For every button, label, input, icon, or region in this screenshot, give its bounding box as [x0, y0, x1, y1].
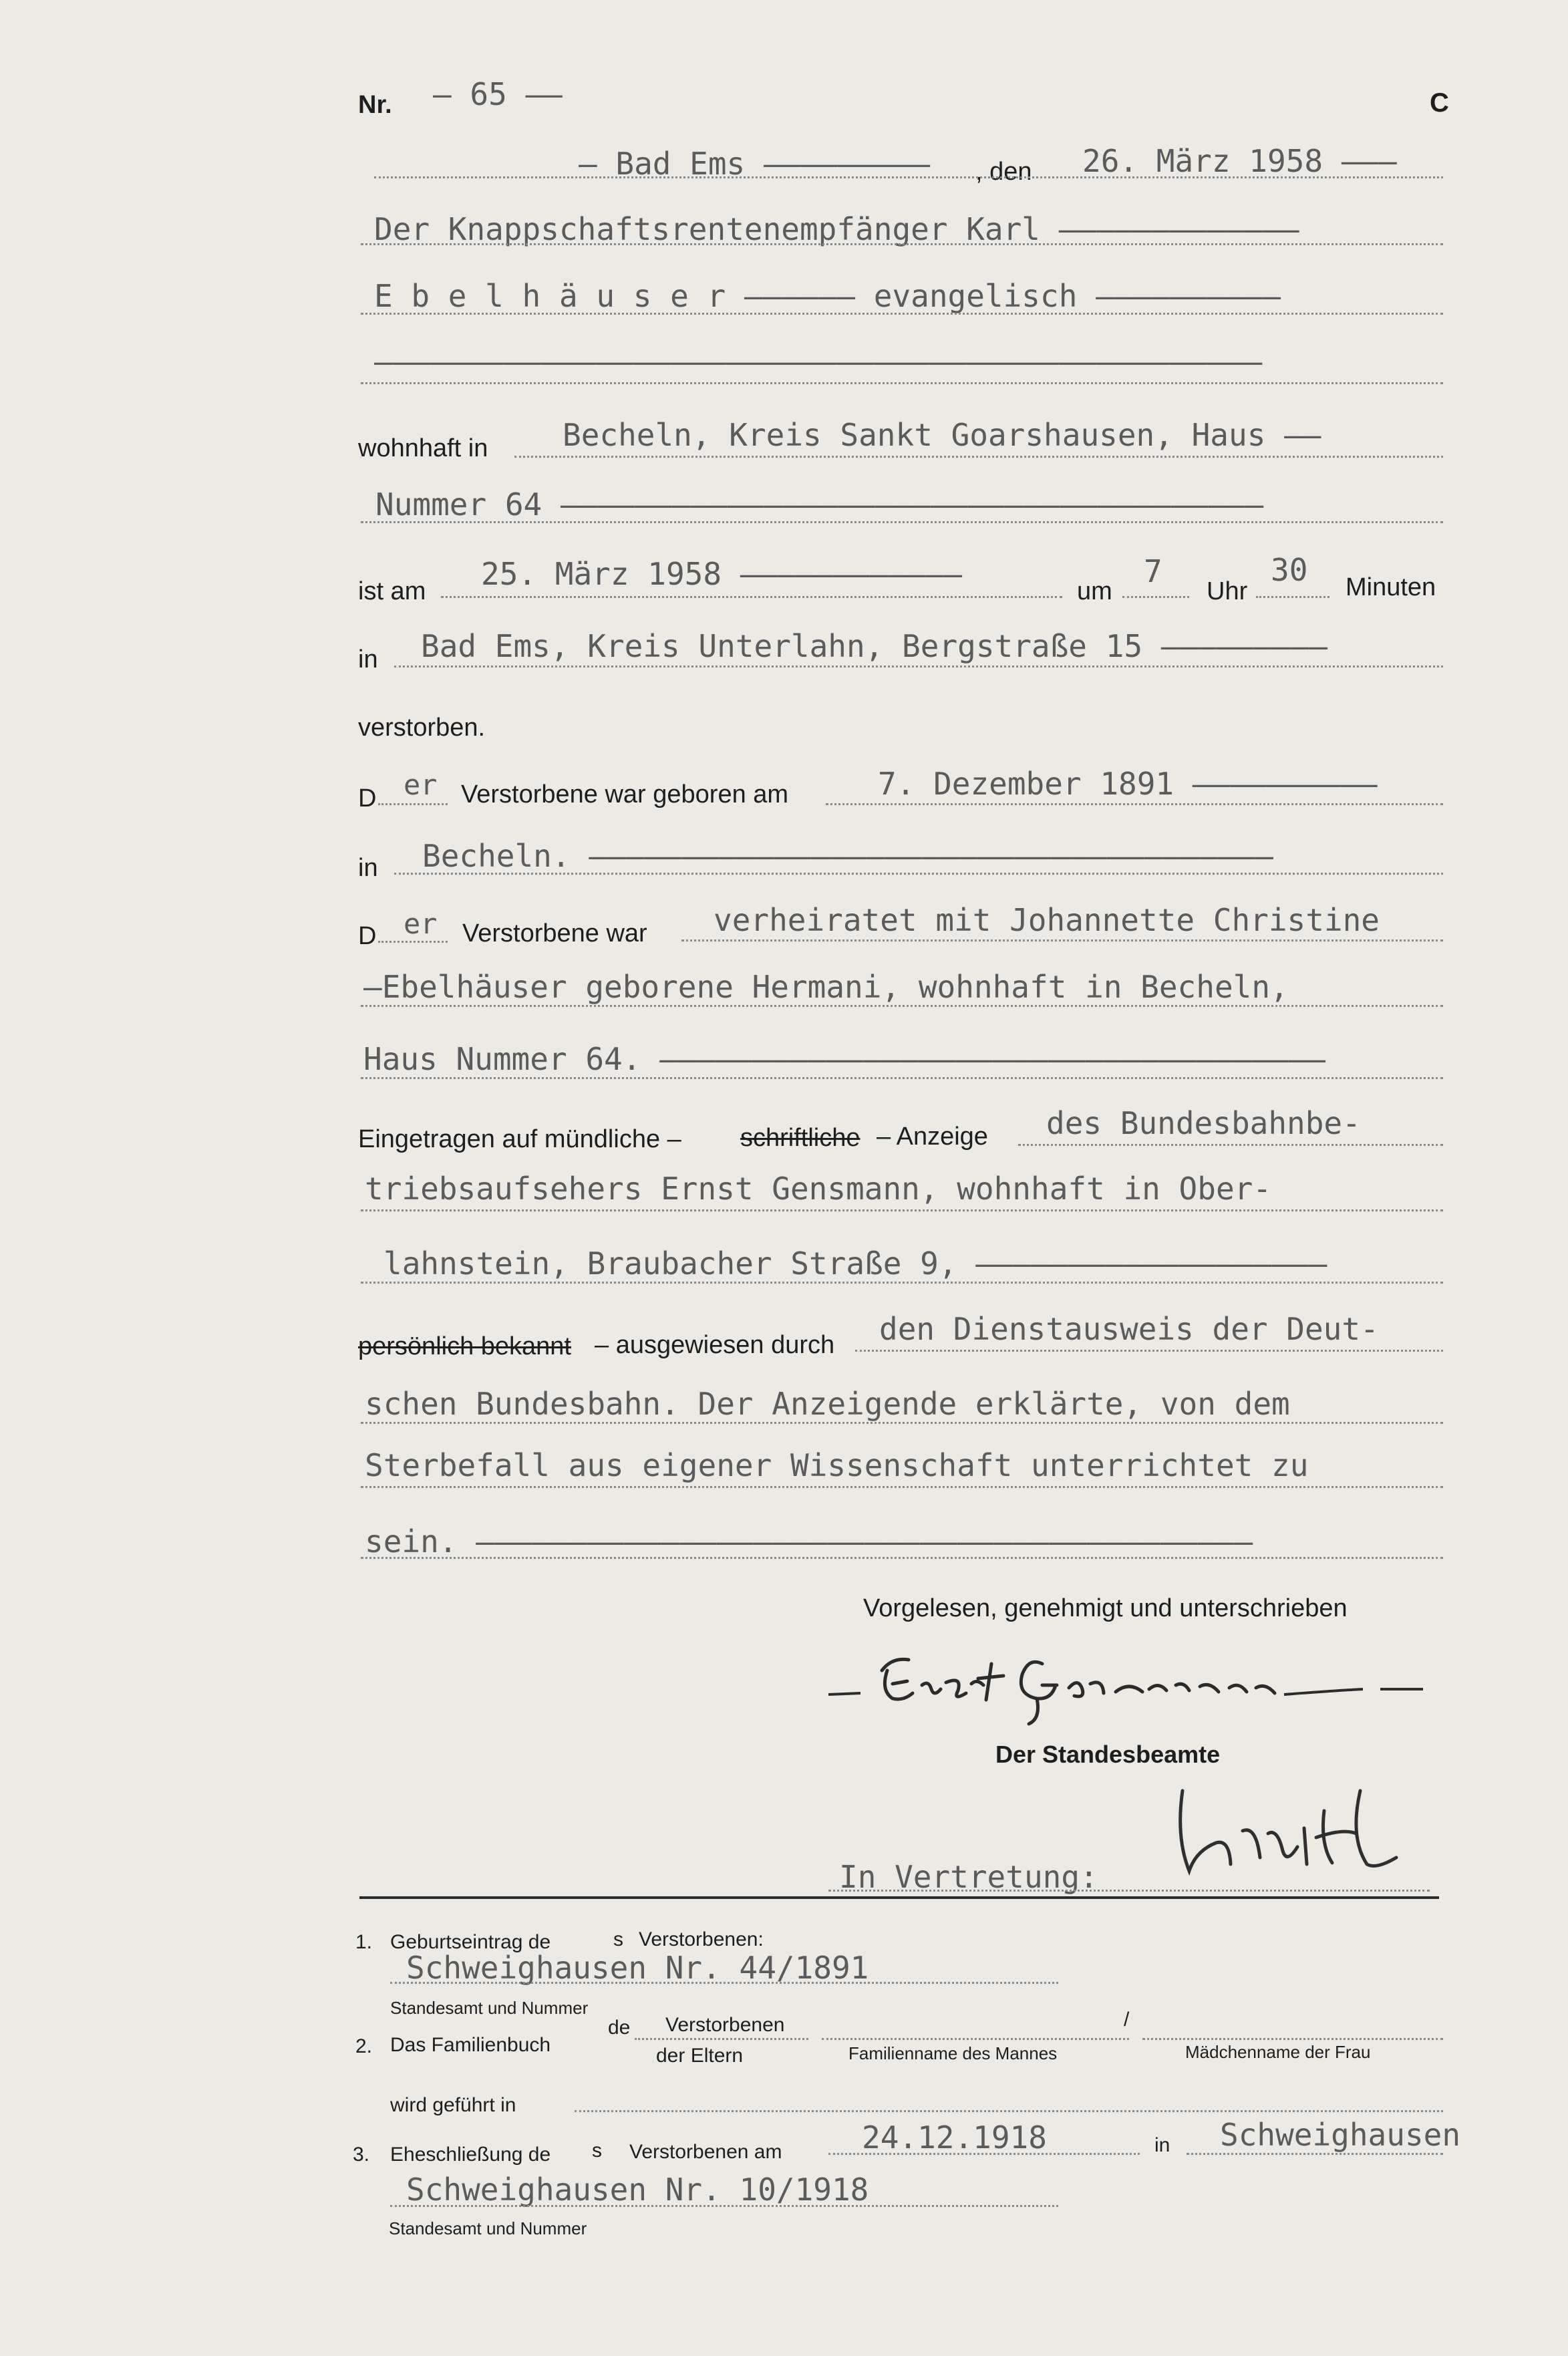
id-line-4: sein. –––––––––––––––––––––––––––––––––––––––––– [365, 1523, 1253, 1560]
dotted-line [394, 873, 1443, 875]
death-place: Bad Ems, Kreis Unterlahn, Bergstraße 15 ––––––––– [421, 628, 1328, 664]
id-line-3: Sterbefall aus eigener Wissenschaft unterrichtet zu [365, 1447, 1309, 1483]
eingetragen-label: Eingetragen auf mündliche – [358, 1125, 681, 1153]
item-2-de: de [608, 2017, 631, 2039]
record-number: – 65 –– [433, 76, 563, 112]
vorgelesen-text: Vorgelesen, genehmigt und unterschrieben [863, 1594, 1348, 1622]
residence-continued: Nummer 64 –––––––––––––––––––––––––––––––––––––– [375, 486, 1264, 523]
dotted-line [378, 941, 448, 943]
dotted-line [828, 2153, 1140, 2155]
item-1-number: 1. [355, 1931, 373, 1953]
minuten-label: Minuten [1346, 573, 1436, 601]
death-minute: 30 [1271, 552, 1308, 588]
wohnhaft-label: wohnhaft in [358, 434, 488, 462]
registrar-signature [1156, 1764, 1436, 1884]
id-line-1: den Dienstausweis der Deut- [879, 1311, 1379, 1347]
dotted-line [361, 1557, 1443, 1559]
verstorben-label: verstorben. [358, 714, 486, 742]
gender-suffix: er [404, 907, 438, 940]
in-vertretung-label: In Vertretung: [839, 1859, 1098, 1895]
item-3-label: Eheschließung de [390, 2144, 551, 2166]
spouse-line-1: verheiratet mit Johannette Christine [714, 902, 1380, 938]
residence-value: Becheln, Kreis Sankt Goarshausen, Haus –– [563, 417, 1321, 453]
item-3-in: in [1154, 2134, 1170, 2156]
id-line-2: schen Bundesbahn. Der Anzeigende erklärte, von dem [365, 1386, 1290, 1422]
d-label: D [358, 922, 377, 950]
dotted-line [681, 939, 1443, 941]
item-2-eltern: der Eltern [656, 2045, 744, 2067]
um-label: um [1077, 577, 1112, 605]
dotted-line [441, 596, 1062, 598]
marriage-register-entry: Schweighausen Nr. 10/1918 [406, 2172, 869, 2208]
death-hour: 7 [1144, 553, 1162, 589]
ausgewiesen-label: – ausgewiesen durch [595, 1331, 835, 1359]
dotted-line [1256, 596, 1329, 598]
den-label: , den [975, 158, 1032, 186]
in-label: in [358, 854, 378, 882]
section-divider [359, 1896, 1439, 1899]
dotted-line [1122, 596, 1189, 598]
dotted-line [575, 2110, 1443, 2112]
deceased-line-3: –––––––––––––––––––––––––––––––––––––––––––––––– [374, 343, 1263, 380]
place-of-registration: – Bad Ems ––––––––– [579, 146, 931, 182]
dotted-line [855, 1350, 1443, 1352]
nr-label: Nr. [358, 91, 392, 119]
item-2-label: Das Familienbuch [390, 2034, 551, 2056]
dotted-line [361, 1209, 1443, 1211]
dotted-line [361, 1005, 1443, 1007]
dotted-line [378, 803, 448, 805]
ist-am-label: ist am [358, 577, 426, 605]
schriftliche-struck: schriftliche [740, 1124, 860, 1152]
marriage-place: Schweighausen [1220, 2117, 1461, 2153]
dotted-line [1187, 2153, 1443, 2155]
item-2-slash: / [1124, 2009, 1130, 2031]
dotted-line [361, 1422, 1443, 1424]
death-date: 25. März 1958 –––––––––––– [481, 556, 963, 592]
dotted-line [514, 456, 1443, 458]
item-1-label-2: Verstorbenen: [639, 1928, 764, 1950]
marriage-date: 24.12.1918 [862, 2119, 1047, 2156]
dotted-line [361, 243, 1443, 245]
deceased-line-2: E b e l h ä u s e r –––––– evangelisch –––––––––– [374, 278, 1281, 314]
dotted-line [822, 2038, 1129, 2040]
birth-date: 7. Dezember 1891 –––––––––– [878, 766, 1378, 802]
dotted-line [635, 2038, 808, 2040]
informant-signature [828, 1637, 1430, 1731]
deceased-line-1: Der Knappschaftsrentenempfänger Karl ––––––––––––– [374, 211, 1299, 247]
birth-register-entry: Schweighausen Nr. 44/1891 [406, 1950, 869, 1986]
d-label: D [358, 784, 377, 813]
informant-line-2: triebsaufsehers Ernst Gensmann, wohnhaft in Ober- [365, 1171, 1272, 1207]
informant-line-1: des Bundesbahnbe- [1046, 1105, 1361, 1141]
item-1-suffix: s [613, 1928, 623, 1950]
item-3-caption: Standesamt und Nummer [389, 2218, 587, 2238]
uhr-label: Uhr [1207, 577, 1248, 605]
item-1-caption: Standesamt und Nummer [390, 1998, 589, 2018]
informant-line-3: lahnstein, Braubacher Straße 9, ––––––––––––––––––– [383, 1245, 1327, 1282]
item-1-label: Geburtseintrag de [390, 1931, 551, 1953]
gender-suffix: er [404, 768, 438, 801]
dotted-line [828, 1890, 1430, 1892]
dotted-line [394, 666, 1443, 668]
spouse-line-3: Haus Nummer 64. –––––––––––––––––––––––––––––––––––– [363, 1041, 1326, 1077]
verstorbene-war-label: Verstorbene war [462, 919, 647, 947]
dotted-line [361, 1282, 1443, 1284]
dotted-line [361, 1486, 1443, 1488]
dotted-line [361, 313, 1443, 315]
dotted-line [1142, 2038, 1443, 2040]
anzeige-label: – Anzeige [877, 1123, 988, 1151]
item-2-caption-wife: Mädchenname der Frau [1185, 2042, 1371, 2062]
dotted-line [1018, 1144, 1443, 1146]
spouse-line-2: –Ebelhäuser geborene Hermani, wohnhaft in Becheln, [363, 969, 1289, 1005]
item-3-number: 3. [353, 2144, 370, 2166]
geboren-label: Verstorbene war geboren am [461, 780, 789, 808]
registration-date: 26. März 1958 ––– [1082, 143, 1397, 179]
item-3-suffix: s [592, 2140, 602, 2162]
dotted-line [361, 382, 1443, 384]
standesbeamte-label: Der Standesbeamte [995, 1741, 1221, 1768]
dotted-line [826, 803, 1443, 805]
in-label: in [358, 645, 378, 674]
dotted-line [374, 176, 1443, 178]
page-letter: C [1430, 88, 1449, 118]
item-2-caption-husband: Familienname des Mannes [848, 2043, 1058, 2063]
item-2-verstorbenen: Verstorbenen [665, 2014, 785, 2036]
persoenlich-struck: persönlich bekannt [358, 1332, 571, 1360]
dotted-line [390, 2205, 1058, 2207]
birth-place: Becheln. ––––––––––––––––––––––––––––––––––––– [422, 838, 1273, 874]
dotted-line [361, 1077, 1443, 1079]
dotted-line [361, 521, 1443, 523]
item-2-wird-gefuehrt: wird geführt in [390, 2094, 516, 2116]
item-2-number: 2. [355, 2035, 373, 2057]
dotted-line [390, 1982, 1058, 1984]
item-3-label-2: Verstorbenen am [629, 2141, 782, 2163]
